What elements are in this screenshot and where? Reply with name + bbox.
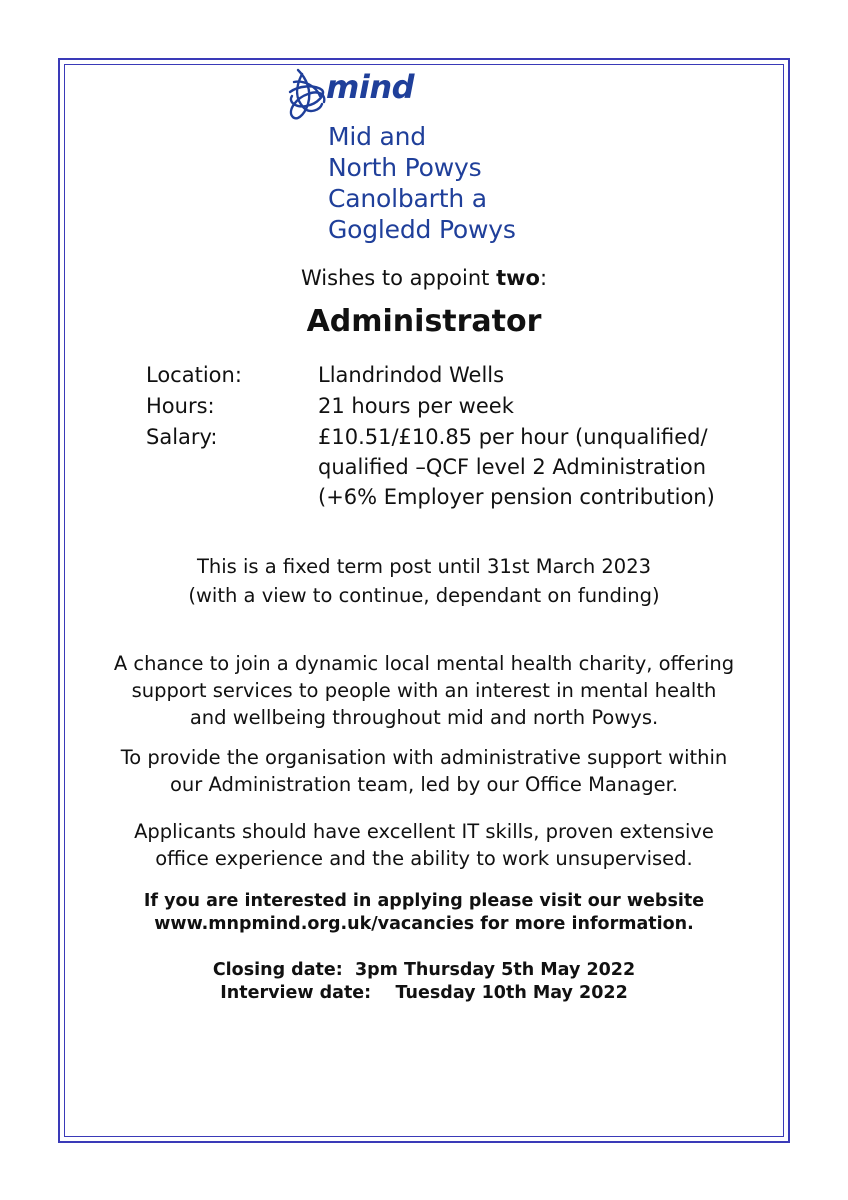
closing-date: Closing date: 3pm Thursday 5th May 2022 <box>212 960 636 980</box>
intro-suffix: : <box>539 266 548 290</box>
description-line-2: support services to people with an interest in mental health <box>131 679 717 702</box>
logo-line-4: Gogledd Powys <box>328 215 516 244</box>
interview-date: Interview date: Tuesday 10th May 2022 <box>220 983 628 1003</box>
salary-label: Salary: <box>146 425 218 449</box>
description-line-3: and wellbeing throughout mid and north Powys. <box>189 706 659 729</box>
hours-label: Hours: <box>146 394 215 418</box>
role-line-2: our Administration team, led by our Office Manager. <box>170 773 678 796</box>
location-label: Location: <box>146 363 242 387</box>
intro-emphasis: two <box>496 266 540 290</box>
mind-logo <box>282 64 562 249</box>
term-line-1: This is a fixed term post until 31st March 2023 <box>196 555 652 578</box>
applicants-line-2: office experience and the ability to work unsupervised. <box>155 847 693 870</box>
hours-value: 21 hours per week <box>318 394 514 418</box>
salary-line-1: £10.51/£10.85 per hour (unqualified/ <box>318 425 708 449</box>
applicants-line-1: Applicants should have excellent IT skills, proven extensive <box>134 820 714 843</box>
apply-line-2: www.mnpmind.org.uk/vacancies for more information. <box>154 914 694 934</box>
job-title: Administrator <box>306 304 542 339</box>
apply-line-1: If you are interested in applying please visit our website <box>143 891 705 911</box>
intro-prefix: Wishes to appoint <box>300 266 497 290</box>
logo-line-2: North Powys <box>328 153 482 182</box>
term-line-2: (with a view to continue, dependant on funding) <box>188 584 660 607</box>
salary-line-2: qualified –QCF level 2 Administration <box>318 455 707 479</box>
role-line-1: To provide the organisation with administrative support within <box>120 746 728 769</box>
logo-brand-word: mind <box>326 68 414 106</box>
salary-line-3: (+6% Employer pension contribution) <box>318 485 715 509</box>
location-value: Llandrindod Wells <box>318 363 505 387</box>
description-line-1: A chance to join a dynamic local mental health charity, offering <box>113 652 735 675</box>
intro-text <box>0 266 848 290</box>
logo-line-3: Canolbarth a <box>328 184 487 213</box>
logo-line-1: Mid and <box>328 122 426 151</box>
mind-swirl-logo-icon <box>282 64 330 128</box>
